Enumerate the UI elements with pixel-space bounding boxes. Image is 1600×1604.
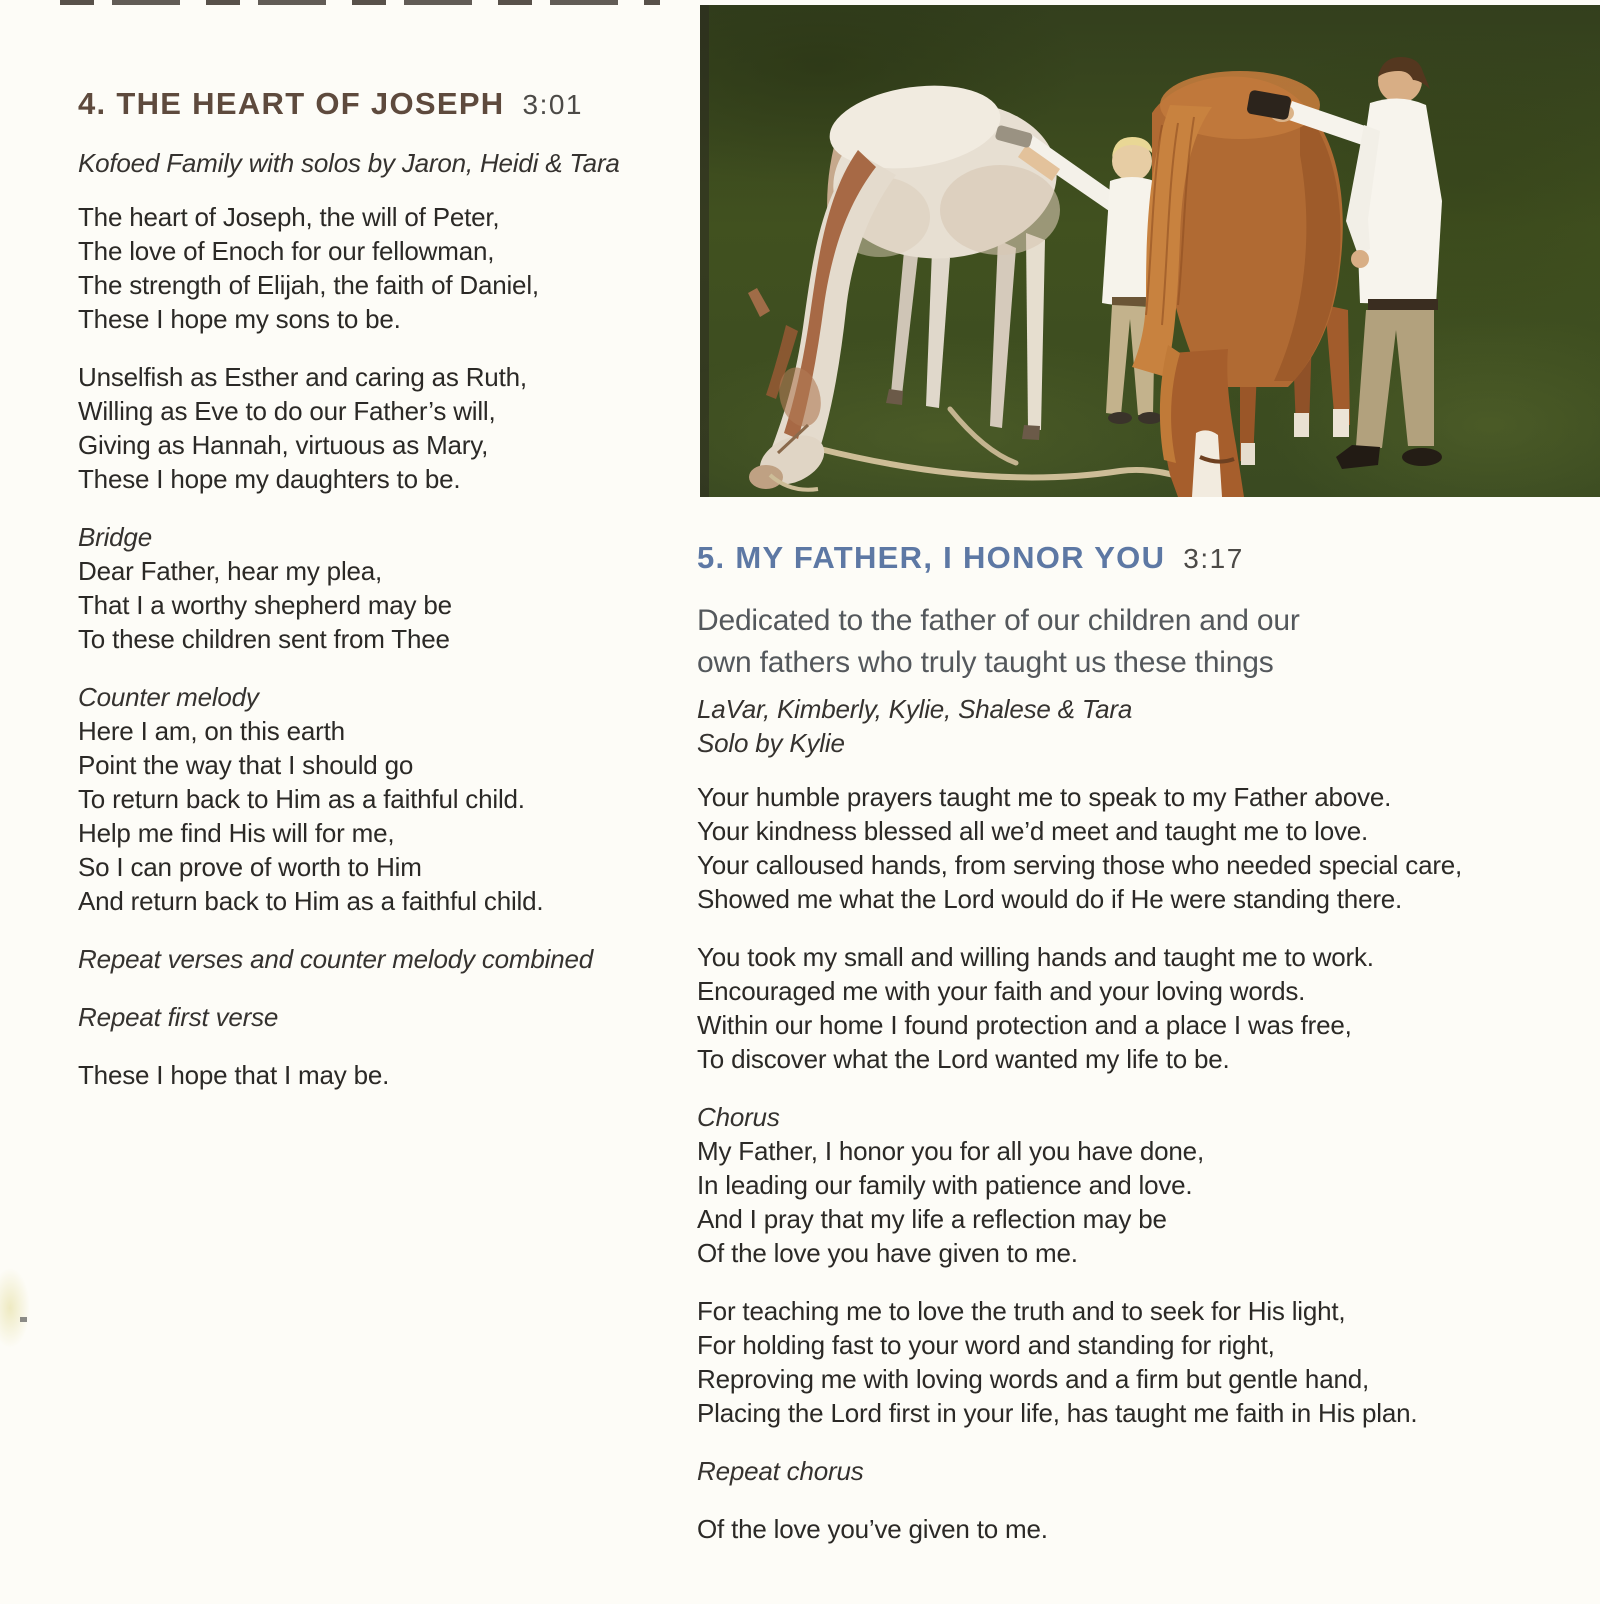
credit-line: Solo by Kylie (697, 728, 845, 758)
lyric-line: Point the way that I should go (78, 750, 414, 780)
lyric-line: To these children sent from Thee (78, 624, 450, 654)
song5-dedication (697, 600, 1587, 684)
song4-final-line (78, 1058, 663, 1092)
song5-final-line (697, 1512, 1587, 1546)
lyric-line: Help me find His will for me, (78, 818, 395, 848)
page-edge-smudge (0, 1268, 30, 1348)
song5-duration: 3:17 (1183, 543, 1244, 574)
lyric-line: In leading our family with patience and love. (697, 1170, 1193, 1200)
photo-scan-edge (700, 5, 709, 497)
credit-line: LaVar, Kimberly, Kylie, Shalese & Tara (697, 694, 1133, 724)
lyric-line: Dear Father, hear my plea, (78, 556, 383, 586)
lyric-line: Of the love you have given to me. (697, 1238, 1078, 1268)
song5-title: 5. MY FATHER, I HONOR YOU (697, 540, 1166, 575)
song5-chorus (697, 1100, 1587, 1270)
lyric-line: Placing the Lord first in your life, has taught me faith in His plan. (697, 1398, 1418, 1428)
lyric-line: Willing as Eve to do our Father’s will, (78, 396, 496, 426)
song4-duration: 3:01 (522, 89, 583, 120)
lyric-line: And I pray that my life a reflection may be (697, 1204, 1167, 1234)
song4-repeat-note-2 (78, 1000, 663, 1034)
song5-section (697, 540, 1587, 1570)
lyric-line: And return back to Him as a faithful child. (78, 886, 544, 916)
lyric-line: Within our home I found protection and a place I was free, (697, 1010, 1352, 1040)
performance-note: Repeat chorus (697, 1456, 864, 1486)
song4-counter-melody (78, 680, 663, 918)
stanza-label: Counter melody (78, 682, 259, 712)
lyric-line: The love of Enoch for our fellowman, (78, 236, 495, 266)
lyric-line: That I a worthy shepherd may be (78, 590, 452, 620)
song4-credits (78, 146, 663, 180)
lyric-line: These I hope my sons to be. (78, 304, 401, 334)
lyric-line: The strength of Elijah, the faith of Daniel, (78, 270, 539, 300)
lyric-line: Unselfish as Esther and caring as Ruth, (78, 362, 527, 392)
song4-bridge (78, 520, 663, 656)
lyric-line: To discover what the Lord wanted my life to be. (697, 1044, 1230, 1074)
song5-lyrics (697, 780, 1587, 1546)
song5-title-row (697, 540, 1587, 576)
song4-lyrics (78, 200, 663, 1092)
lyric-line: Giving as Hannah, virtuous as Mary, (78, 430, 489, 460)
song5-verse-2 (697, 940, 1587, 1076)
performance-note: Repeat verses and counter melody combined (78, 944, 593, 974)
lyric-line: So I can prove of worth to Him (78, 852, 422, 882)
lyric-line: Your kindness blessed all we’d meet and taught me to love. (697, 816, 1369, 846)
pasture-photo-illustration (700, 5, 1600, 497)
cropped-page-edge-artifact (60, 0, 660, 5)
page-edge-dot (20, 1317, 27, 1322)
stanza-label: Chorus (697, 1102, 780, 1132)
song5-repeat-note (697, 1454, 1587, 1488)
lyric-line: Of the love you’ve given to me. (697, 1514, 1048, 1544)
performance-note: Repeat first verse (78, 1002, 279, 1032)
lyric-line: To return back to Him as a faithful child. (78, 784, 525, 814)
lyric-line: These I hope my daughters to be. (78, 464, 461, 494)
lyric-line: For holding fast to your word and standing for right, (697, 1330, 1275, 1360)
lyric-line: These I hope that I may be. (78, 1060, 390, 1090)
song5-verse-1 (697, 780, 1587, 916)
song4-verse-1 (78, 200, 663, 336)
lyric-line: You took my small and willing hands and taught me to work. (697, 942, 1374, 972)
song5-credits (697, 692, 1587, 760)
lyric-line: Reproving me with loving words and a firm but gentle hand, (697, 1364, 1369, 1394)
song4-title: 4. THE HEART OF JOSEPH (78, 86, 505, 121)
song4-verse-2 (78, 360, 663, 496)
lyric-line: The heart of Joseph, the will of Peter, (78, 202, 500, 232)
pasture-photo (700, 5, 1600, 497)
lyric-line: Your humble prayers taught me to speak to my Father above. (697, 782, 1392, 812)
lyric-line: Your calloused hands, from serving those who needed special care, (697, 850, 1463, 880)
stanza-label: Bridge (78, 522, 152, 552)
dedication-line: Dedicated to the father of our children and our (697, 604, 1300, 637)
song5-verse-3 (697, 1294, 1587, 1430)
credit-line: Kofoed Family with solos by Jaron, Heidi & Tara (78, 148, 620, 178)
song4-title-row (78, 86, 663, 122)
lyric-line: My Father, I honor you for all you have done, (697, 1136, 1204, 1166)
dedication-line: own fathers who truly taught us these things (697, 646, 1274, 679)
lyric-line: For teaching me to love the truth and to seek for His light, (697, 1296, 1346, 1326)
song4-repeat-note-1 (78, 942, 663, 976)
song4-section (78, 86, 663, 1116)
lyric-line: Encouraged me with your faith and your loving words. (697, 976, 1306, 1006)
white-blaze (1192, 430, 1222, 497)
lyric-line: Showed me what the Lord would do if He were standing there. (697, 884, 1403, 914)
lyric-line: Here I am, on this earth (78, 716, 345, 746)
